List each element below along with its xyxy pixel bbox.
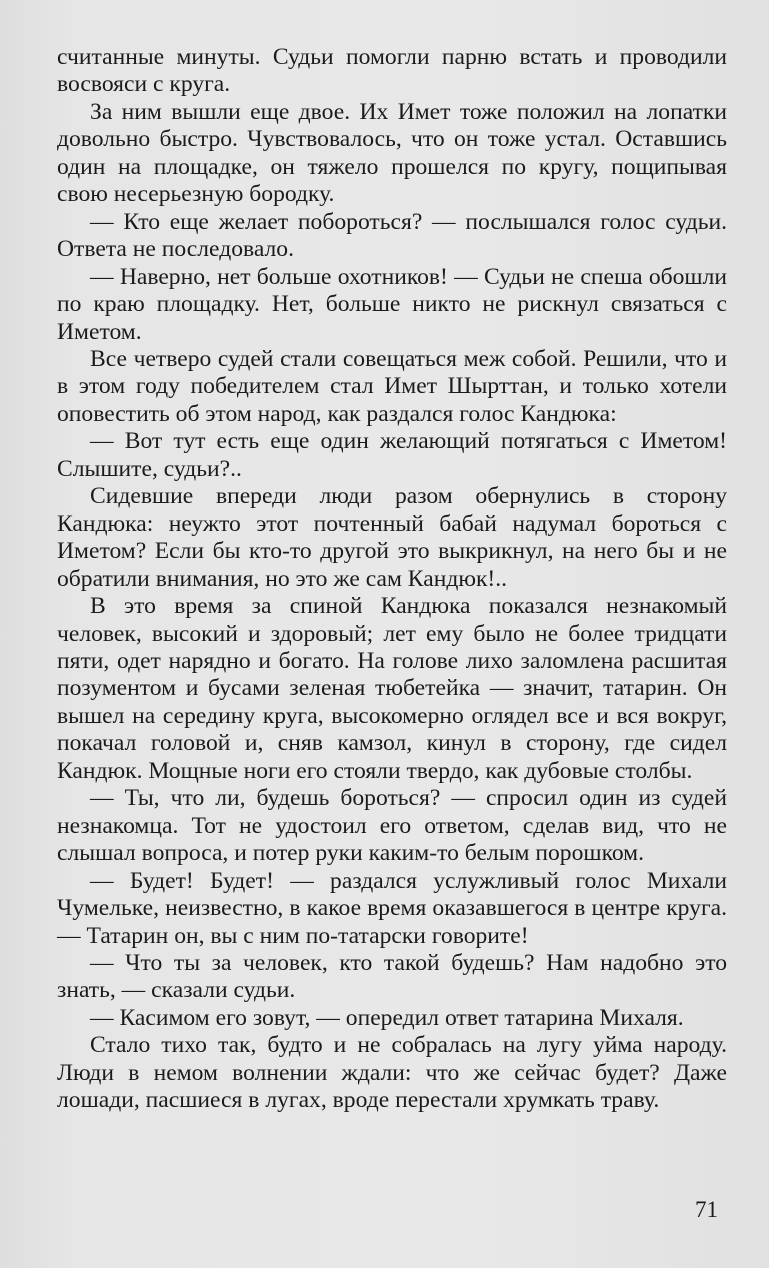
paragraph: — Кто еще желает побороться? — послышался голос судьи. Ответа не последовало. — [57, 208, 727, 263]
paragraph: За ним вышли еще двое. Их Имет тоже положил на лопатки довольно быстро. Чувствовалось, что он тоже устал. Оставшись один на площадке, он тяжело прошелся по кругу, пощипывая свою несерьезную бородку. — [57, 98, 727, 208]
paragraph: Сидевшие впереди люди разом обернулись в сторону Кандюка: неужто этот почтенный бабай надумал бороться с Иметом? Если бы кто-то другой это выкрикнул, на него бы и не обратили внимания, но это же сам Кандюк!.. — [57, 483, 727, 592]
paragraph: — Ты, что ли, будешь бороться? — спросил один из судей незнакомца. Тот не удостоил его ответом, сделав вид, что не слышал вопроса, и потер руки каким-то белым порошком. — [57, 785, 727, 867]
paragraph: Стало тихо так, будто и не собралась на лугу уйма народу. Люди в немом волнении ждали: что же сейчас будет? Даже лошади, пасшиеся в лугах, вроде перестали хрумкать траву. — [57, 1032, 727, 1114]
paragraph: В это время за спиной Кандюка показался незнакомый человек, высокий и здоровый; лет ему было не более тридцати пяти, одет нарядно и богато. На голове лихо заломлена расшитая позументом и бусами зеленая тюбетейка — значит, татарин. Он вышел на середину круга, высокомерно оглядел все и вся вокруг, покачал головой и, сняв камзол, кинул в сторону, где сидел Кандюк. Мощные ноги его стояли твердо, как дубовые столбы. — [57, 593, 727, 784]
paragraph: считанные минуты. Судьи помогли парню встать и проводили восвояси с круга. — [57, 44, 727, 98]
paragraph: — Что ты за человек, кто такой будешь? Нам надобно это знать, — сказали судьи. — [57, 949, 727, 1004]
paragraph: — Будет! Будет! — раздался услужливый голос Михали Чумельке, неизвестно, в какое время оказавшегося в центре круга. — Татарин он, вы с ним по-татарски говорите! — [57, 867, 727, 949]
paragraph: — Вот тут есть еще один желающий потягаться с Иметом! Слышите, судьи?.. — [57, 428, 727, 482]
text-block — [57, 44, 727, 1115]
paragraph: — Наверно, нет больше охотников! — Судьи не спеша обошли по краю площадку. Нет, больше никто не рискнул связаться с Иметом. — [57, 263, 727, 345]
page-number: 71 — [695, 1197, 718, 1222]
paragraph: Все четверо судей стали совещаться меж собой. Решили, что и в этом году победителем стал Имет Шырттан, и только хотели оповестить об этом народ, как раздался голос Кандюка: — [57, 345, 727, 427]
paragraph: — Касимом его зовут, — опередил ответ татарина Михаля. — [90, 1004, 684, 1031]
